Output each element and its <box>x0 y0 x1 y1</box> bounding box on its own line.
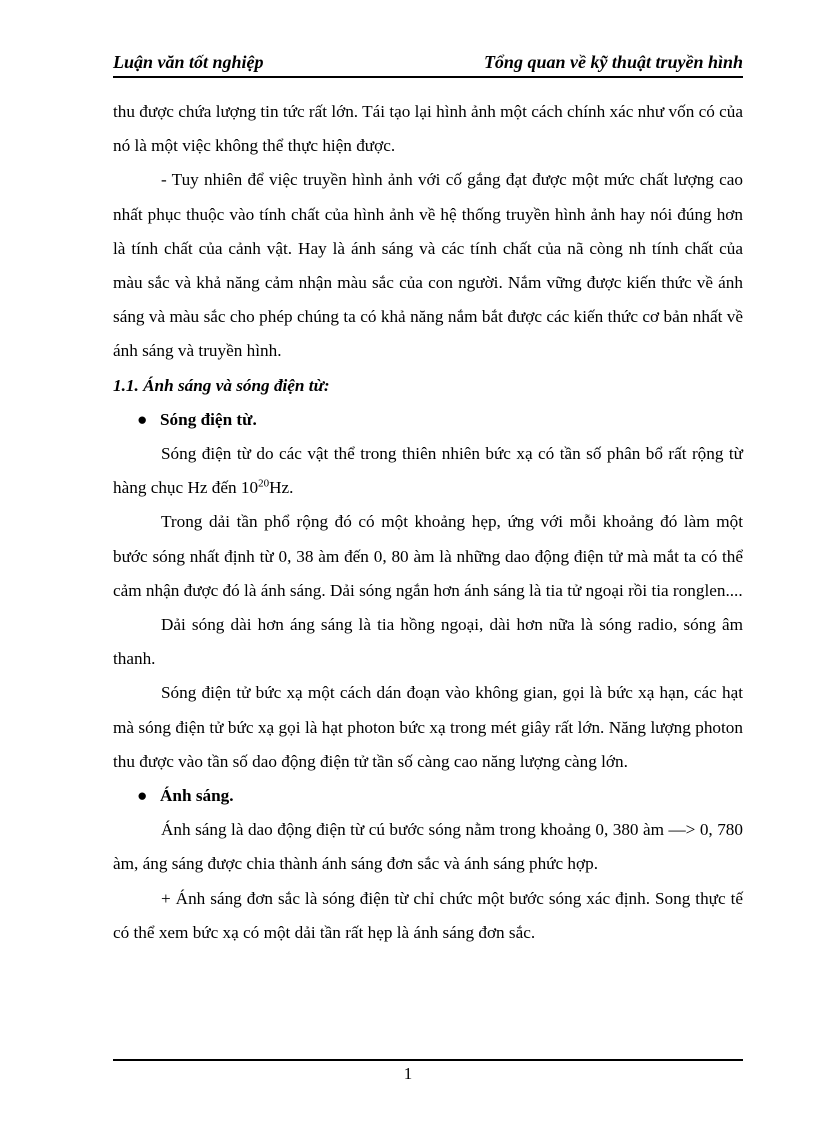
paragraph-infrared: Dải sóng dài hơn áng sáng là tia hồng ngoại, dài hơn nữa là sóng radio, sóng âm thanh. <box>113 615 743 669</box>
page-number: 1 <box>403 1064 413 1083</box>
paragraph-monochromatic: + Ánh sáng đơn sắc là sóng điện từ chỉ chức một bước sóng xác định. Song thực tế có thể xem bức xạ có một dải tần rất hẹp là ánh sáng đơn sắc. <box>113 888 743 942</box>
paragraph-frequency <box>113 437 743 505</box>
paragraph-light-definition: Ánh sáng là dao động điện từ cú bước sóng nằm trong khoảng 0, 380 àm —> 0, 780 àm, áng sáng được chia thành ánh sáng đơn sắc và ánh sáng phức hợp. <box>113 820 743 874</box>
bullet-heading-electromagnetic <box>113 403 743 437</box>
header-left-title: Luận văn tốt nghiệp <box>113 52 264 72</box>
bullet-icon: ● <box>137 786 148 806</box>
bullet-label: Ánh sáng. <box>160 786 234 806</box>
page-header <box>113 52 743 78</box>
paragraph-continuation: thu được chứa lượng tin tức rất lớn. Tái tạo lại hình ảnh một cách chính xác như vốn có của nó là một việc không thể thực hiện được. <box>113 102 743 156</box>
paragraph-intro: - Tuy nhiên để việc truyền hình ảnh với cố gắng đạt được một mức chất lượng cao nhất phục thuộc vào tính chất của hình ảnh về hệ thống truyền hình ảnh hay nói đúng hơn là tính chất của cảnh vật. Hay là ánh sáng và các tính chất của nã còng nh tính chất của màu sắc và khả năng cảm nhận màu sắc của con người. Nắm vững được kiến thức về ánh sáng và màu sắc cho phép chúng ta có khả năng nắm bắt được các kiến thức cơ bản nhất về ánh sáng và truyền hình. <box>113 170 743 361</box>
header-right-title: Tổng quan về kỹ thuật truyền hình <box>483 52 743 72</box>
paragraph-frequency-unit: Hz. <box>269 478 294 498</box>
paragraph-spectrum: Trong dải tần phổ rộng đó có một khoảng hẹp, ứng với mỗi khoảng đó làm một bước sóng nhất định từ 0, 38 àm đến 0, 80 àm là những dao động điện tử mà mắt ta có thể cảm nhận được đó là ánh sáng. Dải sóng ngắn hơn ánh sáng là tia tử ngoại rồi tia ronglen.... <box>113 512 743 600</box>
bullet-heading-light <box>113 779 743 813</box>
bullet-label: Sóng điện từ. <box>160 409 257 429</box>
exponent: 20 <box>258 477 270 490</box>
paragraph-photon: Sóng điện tử bức xạ một cách dán đoạn vào không gian, gọi là bức xạ hạn, các hạt mà sóng điện tử bức xạ gọi là hạt photon bức xạ trong mét giây rất lớn. Năng lượng photon thu được vào tần số dao động điện tử tần số càng cao năng lượng càng lớn. <box>113 683 743 771</box>
paragraph-frequency-text: Sóng điện từ do các vật thể trong thiên nhiên bức xạ có tần số phân bổ rất rộng từ hàng chục Hz đến 10 <box>113 444 743 498</box>
footer-rule <box>113 1059 743 1061</box>
bullet-icon: ● <box>137 409 148 429</box>
document-body <box>113 95 743 950</box>
section-heading: 1.1. Ánh sáng và sóng điện từ: <box>113 375 330 395</box>
